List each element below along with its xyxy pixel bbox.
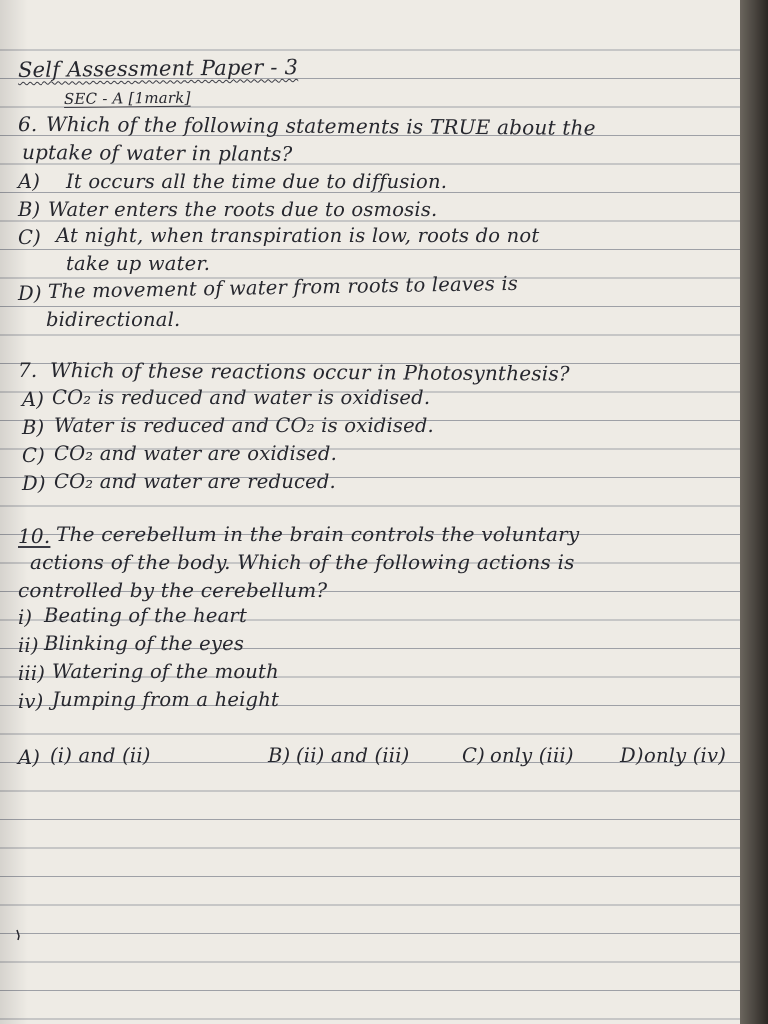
- option-text: CO₂ and water are oxidised.: [54, 442, 338, 465]
- option-label: B): [18, 198, 41, 221]
- option-label: B): [22, 416, 45, 439]
- choice-text: (i) and (ii): [50, 744, 151, 767]
- section-label: SEC - A [1mark]: [63, 88, 191, 108]
- option-text: It occurs all the time due to diffusion.: [66, 170, 448, 193]
- item-label: iii): [18, 662, 46, 685]
- choice-text: only (iv): [644, 744, 727, 767]
- item-text: Beating of the heart: [44, 604, 247, 627]
- option-label: A): [18, 170, 41, 193]
- item-text: Jumping from a height: [52, 688, 280, 711]
- option-label: C): [18, 226, 41, 249]
- paper-title: Self Assessment Paper - 3: [17, 55, 299, 82]
- item-label: iv): [18, 690, 44, 713]
- question-text-line1: The cerebellum in the brain controls the voluntary: [56, 522, 580, 546]
- option-text: Water enters the roots due to osmosis.: [48, 198, 438, 221]
- option-label: C): [22, 444, 45, 467]
- option-text: CO₂ is reduced and water is oxidised.: [52, 386, 431, 409]
- choice-label: B): [268, 744, 291, 767]
- question-number: 10.: [18, 524, 51, 548]
- question-text-line3: controlled by the cerebellum?: [18, 578, 328, 602]
- pen-mark-icon: [14, 928, 24, 942]
- question-text: Which of these reactions occur in Photosynthesis?: [49, 358, 570, 386]
- option-label: A): [22, 388, 45, 411]
- item-text: Watering of the mouth: [52, 660, 279, 683]
- question-text-line1: Which of the following statements is TRUE about the: [45, 112, 596, 140]
- option-text: CO₂ and water are reduced.: [54, 470, 336, 493]
- option-text: At night, when transpiration is low, roots do not: [56, 224, 540, 247]
- question-number: 6.: [17, 112, 38, 137]
- item-text: Blinking of the eyes: [44, 632, 245, 655]
- choice-text: only (iii): [490, 744, 574, 767]
- option-label: D): [18, 282, 42, 305]
- question-number: 7.: [18, 358, 38, 382]
- item-label: i): [18, 606, 33, 629]
- choice-label: D): [620, 744, 644, 767]
- option-label: D): [22, 472, 46, 495]
- choice-label: C): [462, 744, 485, 767]
- page-edge-shadow: [740, 0, 768, 1024]
- question-text-line2: actions of the body. Which of the following actions is: [30, 550, 575, 574]
- choice-label: A): [18, 746, 41, 769]
- choice-text: (ii) and (iii): [296, 744, 410, 767]
- option-text-cont: take up water.: [66, 252, 211, 275]
- option-text-cont: bidirectional.: [46, 308, 181, 331]
- option-text: Water is reduced and CO₂ is oxidised.: [54, 414, 434, 437]
- option-text: The movement of water from roots to leaves is: [47, 271, 519, 303]
- item-label: ii): [18, 634, 39, 657]
- question-text-line2: uptake of water in plants?: [21, 140, 293, 166]
